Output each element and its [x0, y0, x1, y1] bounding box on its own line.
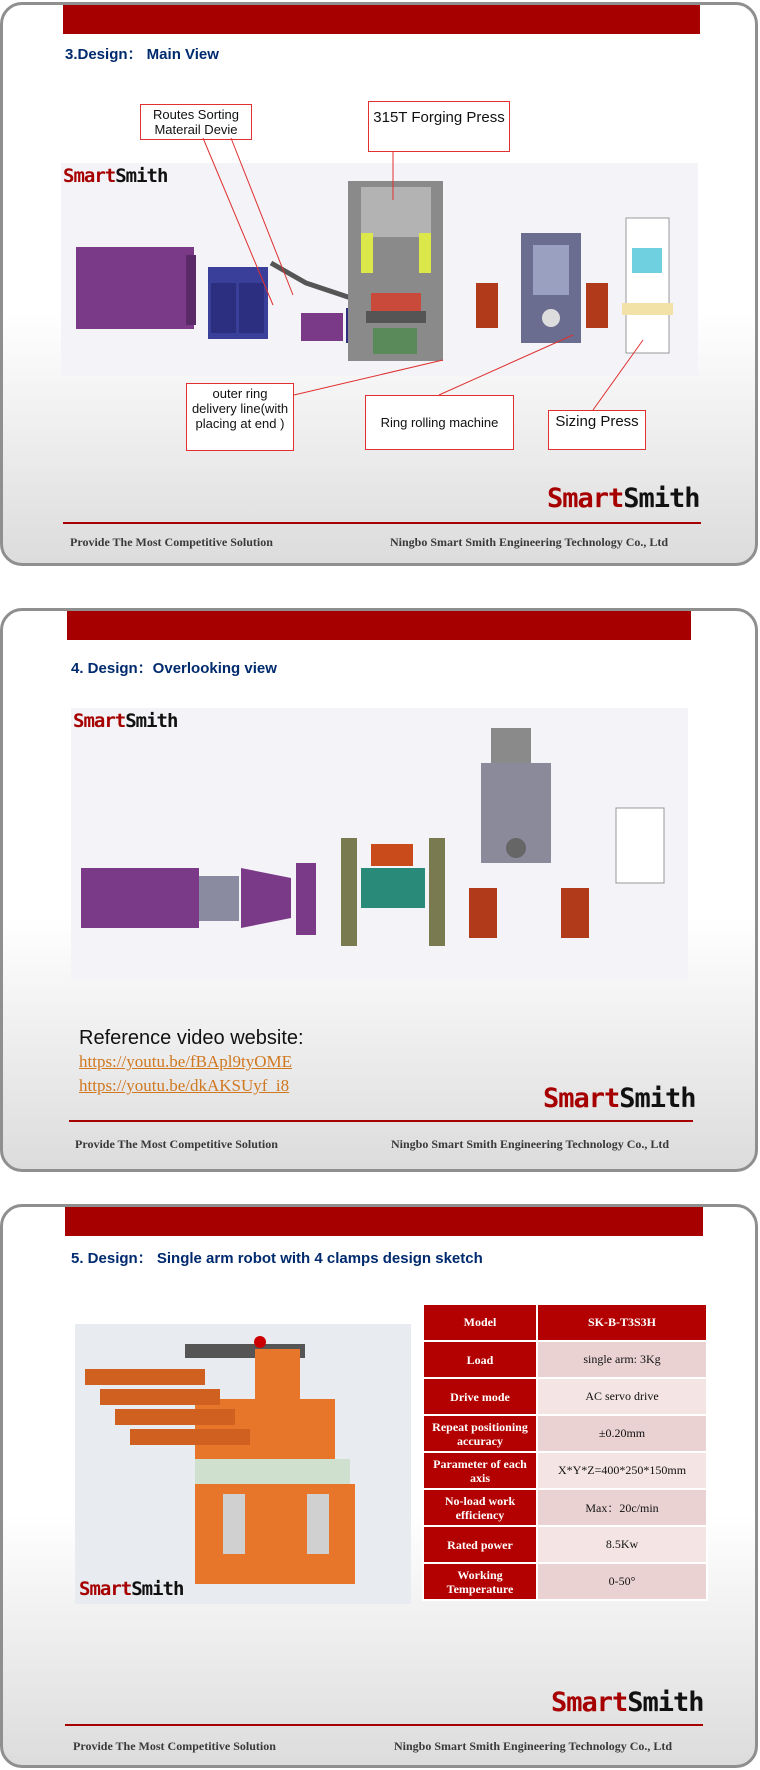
spec-value-power: 8.5Kw: [537, 1526, 707, 1563]
spec-key-efficiency: No-load work efficiency: [423, 1489, 537, 1526]
spec-value-accuracy: ±0.20mm: [537, 1415, 707, 1452]
callout-leaders: [3, 5, 758, 566]
callout-ring-rolling: Ring rolling machine: [365, 395, 514, 450]
video-link-1[interactable]: https://youtu.be/fBApl9tyOME: [79, 1052, 292, 1071]
spec-header-value: SK-B-T3S3H: [537, 1304, 707, 1341]
robot-drawing: [75, 1324, 411, 1604]
spec-value-axis: X*Y*Z=400*250*150mm: [537, 1452, 707, 1489]
header-bar: [65, 1207, 703, 1236]
slide-robot-sketch: [0, 1204, 758, 1768]
header-bar: [67, 611, 691, 640]
video-link-2[interactable]: https://youtu.be/dkAKSUyf_i8: [79, 1076, 290, 1095]
slide-overlooking-view: [0, 608, 758, 1172]
spec-value-load: single arm: 3Kg: [537, 1341, 707, 1378]
spec-value-drive: AC servo drive: [537, 1378, 707, 1415]
callout-forging-press: 315T Forging Press: [368, 101, 510, 152]
spec-value-efficiency: Max：20c/min: [537, 1489, 707, 1526]
slide-title: 3.Design： Main View: [65, 46, 219, 63]
spec-value-temperature: 0-50°: [537, 1563, 707, 1600]
brand-logo-large: SmartSmith: [547, 483, 700, 514]
footer-right: Ningbo Smart Smith Engineering Technology Co., Ltd: [390, 535, 669, 549]
slide-title: 4. Design：Overlooking view: [71, 660, 277, 677]
brand-logo: SmartSmith: [63, 165, 168, 187]
overlooking-drawing: [71, 708, 688, 980]
spec-key-accuracy: Repeat positioning accuracy: [423, 1415, 537, 1452]
callout-routes-sorting: Routes Sorting Materail Devie: [140, 104, 252, 140]
footer-left: Provide The Most Competitive Solution: [70, 535, 273, 549]
footer-right: Ningbo Smart Smith Engineering Technology Co., Ltd: [391, 1137, 670, 1151]
spec-table: [422, 1303, 708, 1601]
brand-logo-large: SmartSmith: [543, 1083, 696, 1114]
robot-image: [75, 1324, 411, 1604]
slide-main-view: [0, 2, 758, 566]
footer-left: Provide The Most Competitive Solution: [75, 1137, 278, 1151]
brand-logo-large: SmartSmith: [551, 1687, 704, 1718]
spec-key-temperature: Working Temperature: [423, 1563, 537, 1600]
footer-line: [63, 522, 701, 524]
reference-label: Reference video website:: [79, 1027, 304, 1049]
spec-key-drive: Drive mode: [423, 1378, 537, 1415]
footer-right: Ningbo Smart Smith Engineering Technology Co., Ltd: [394, 1739, 673, 1753]
overlooking-image: [71, 708, 688, 980]
footer-left: Provide The Most Competitive Solution: [73, 1739, 276, 1753]
callout-sizing-press: Sizing Press: [548, 410, 646, 450]
spec-key-power: Rated power: [423, 1526, 537, 1563]
slide-title: 5. Design： Single arm robot with 4 clamps design sketch: [71, 1250, 483, 1267]
spec-key-load: Load: [423, 1341, 537, 1378]
spec-key-axis: Parameter of each axis: [423, 1452, 537, 1489]
brand-logo: SmartSmith: [73, 710, 178, 732]
footer-line: [69, 1120, 693, 1122]
callout-delivery-line: outer ring delivery line(with placing at end ): [186, 383, 294, 451]
spec-header-key: Model: [423, 1304, 537, 1341]
footer-line: [65, 1724, 703, 1726]
brand-logo: SmartSmith: [79, 1578, 184, 1600]
